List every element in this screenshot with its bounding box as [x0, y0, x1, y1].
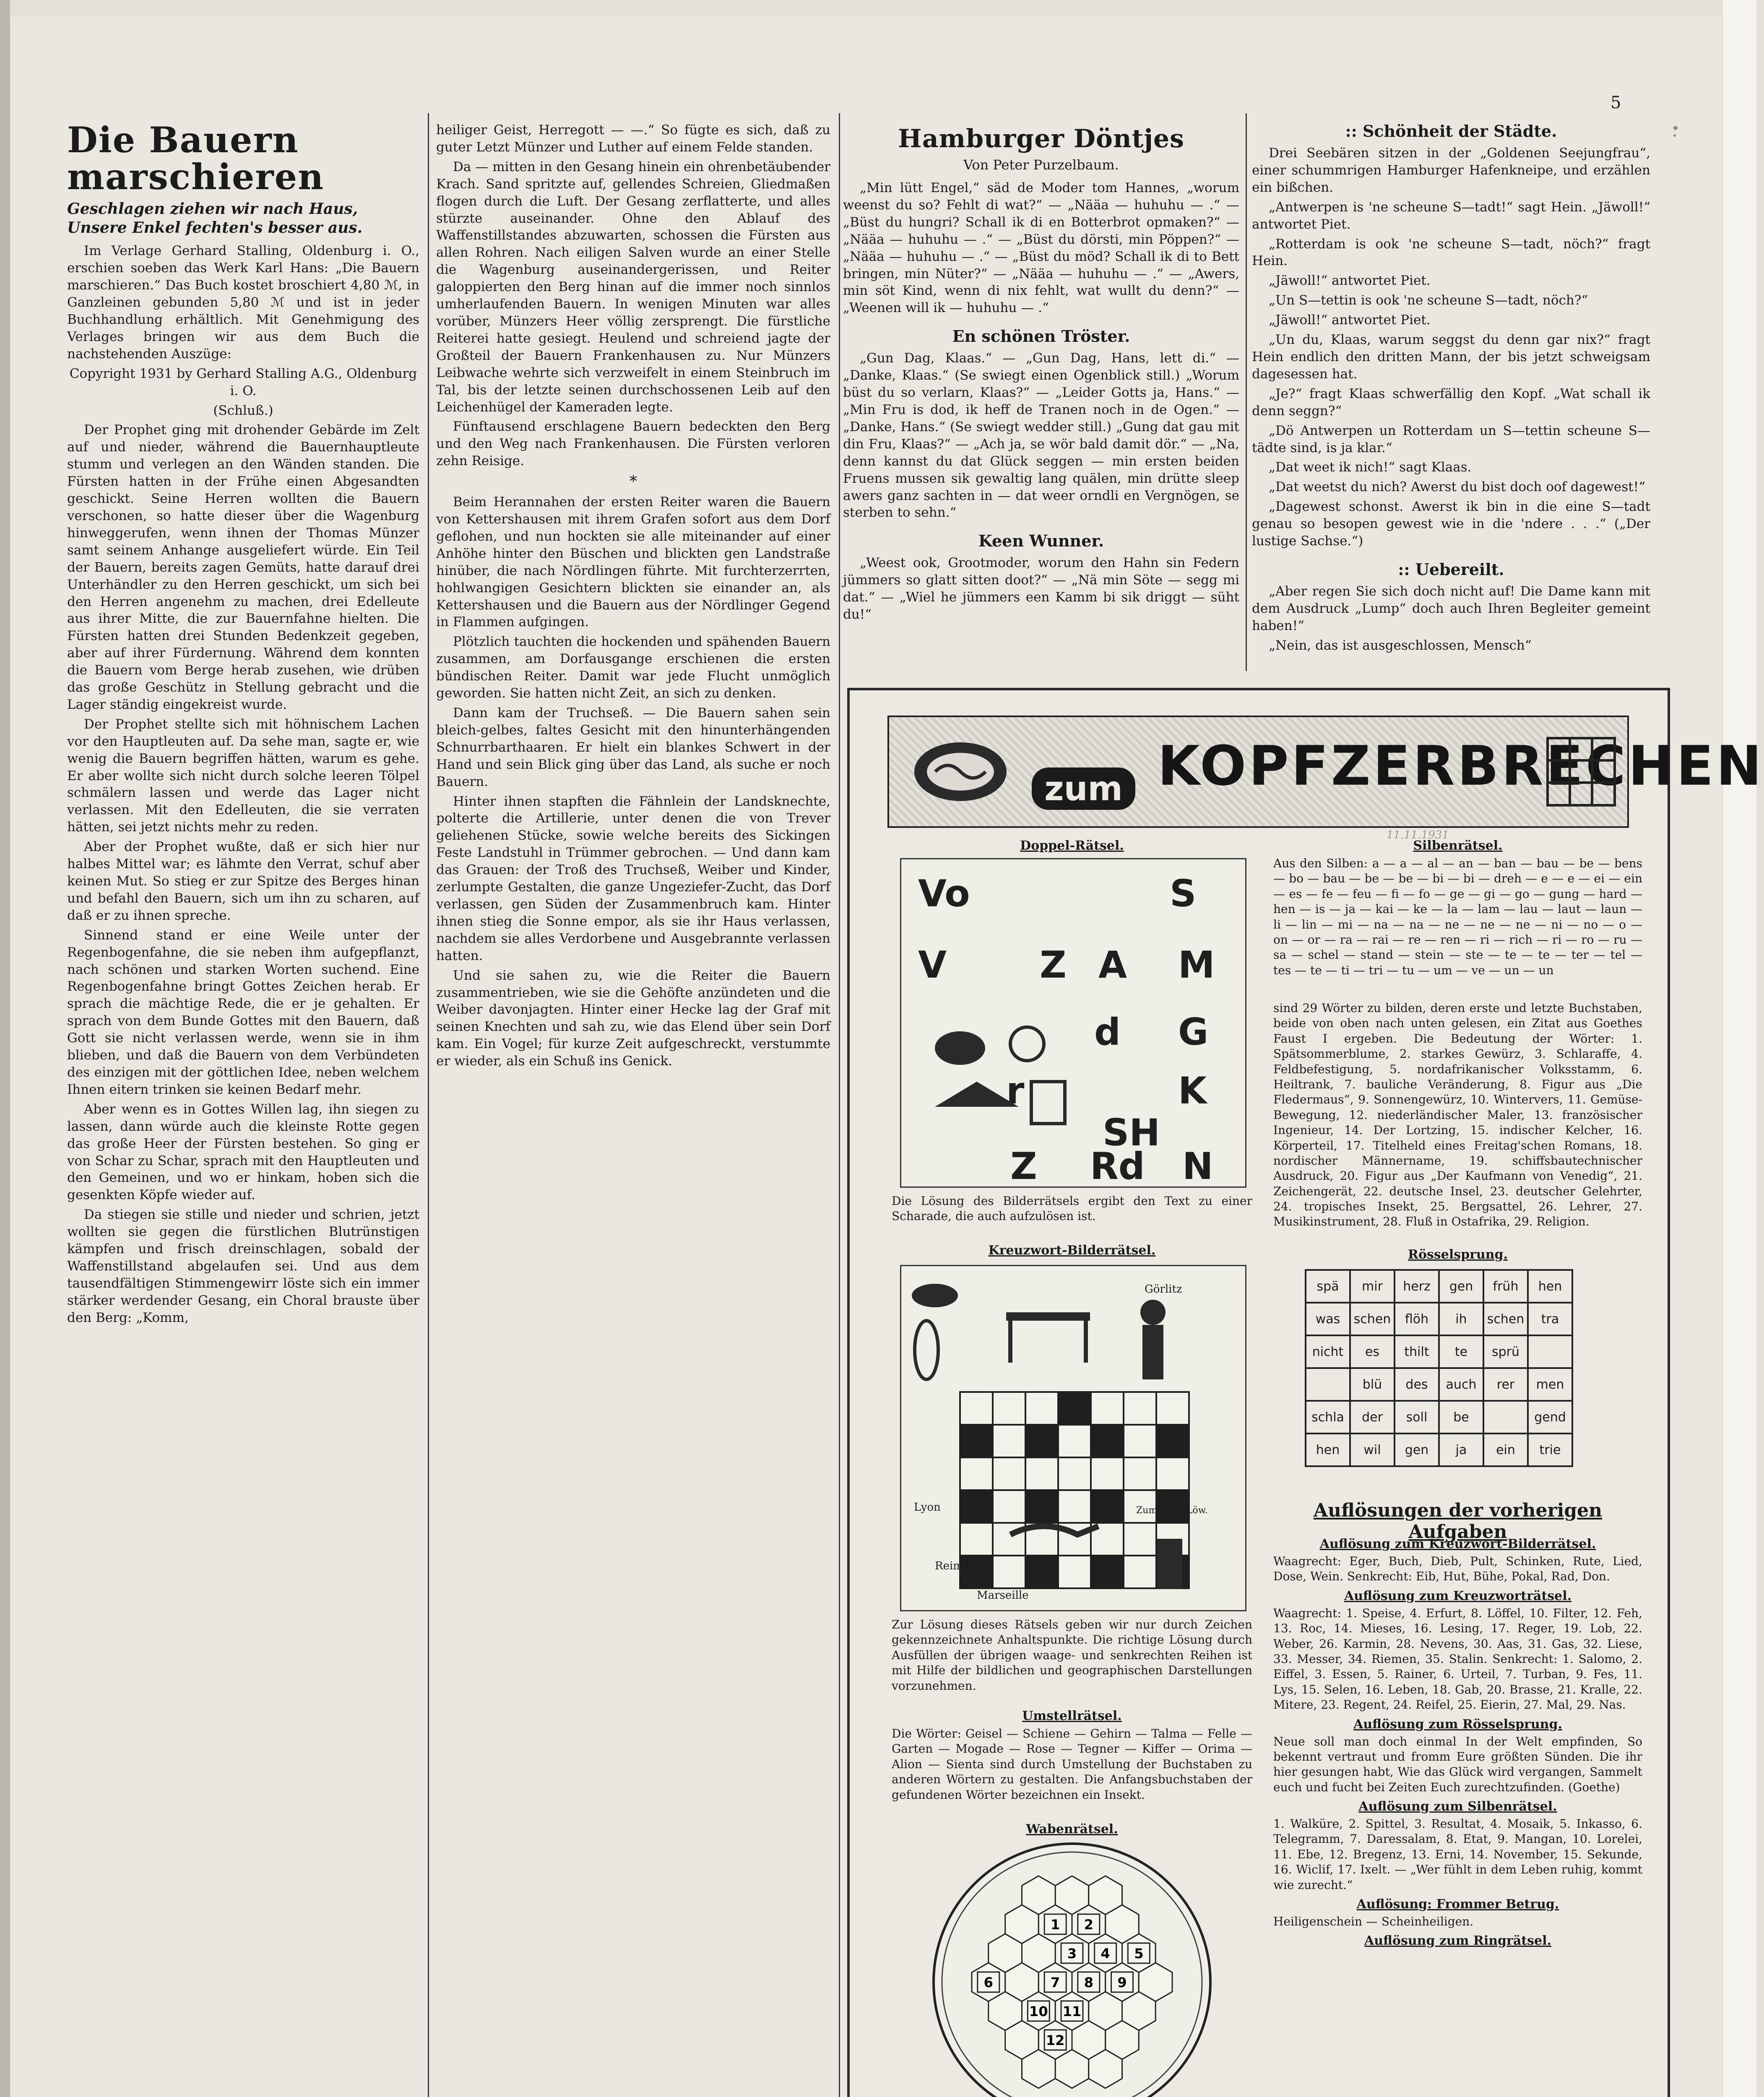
article-paragraph: Da — mitten in den Gesang hinein ein ohrenbetäubender Krach. Sand spritzte auf, gellendes Schreien, Gliedmaßen flogen durch die Luft. Der Gesang zerflatterte, und alles stürzte auseinander. Ohne den Ablauf des Waffenstillstandes abzuwarten, schossen die Fürsten aus allen Rohren. Nach eiligen Salven wurde an einer Stelle die Wagenburg auseinandergerissen, und Reiter galoppierten den Berg hinan auf die immer noch sinnlos umherlaufenden Bauern. In wenigen Minuten war alles vorüber, Münzers Heer völlig zersprengt. Die fürstliche Reiterei hatte gesiegt. Heulend und schreiend jagte der Großteil der Bauern Frankenhausen zu. Nur Münzers Leibwache wehrte sich verzweifelt in einem Steinbruch im Tal, bis der letzte seinen durchschossenen Leib auf den Leichenhügel der Kameraden legte. [436, 159, 830, 415]
anecdote-paragraph: Drei Seebären sitzen in der „Goldenen Seejungfrau“, einer schummrigen Hamburger Hafenkneipe, und erzählen ein bißchen. [1252, 146, 1650, 195]
crossword-cell [1124, 1556, 1156, 1588]
crossword-cell [1091, 1457, 1124, 1490]
roessel-cell: thilt [1395, 1335, 1439, 1368]
crossword-cell [1058, 1457, 1091, 1490]
rebus-glyph: Z [1040, 943, 1067, 986]
rebus-drawings-icon [926, 1010, 1077, 1136]
solution-heading: Auflösung zum Rösselsprung. [1353, 1717, 1562, 1732]
article-paragraph: Der Prophet ging mit drohender Gebärde im Zelt auf und nieder, während die Bauernhauptleute stumm und verlegen an den Wänden standen. Die Fürsten hatten in der Frühe einen Abgesandten geschickt. Seine Herren wollten die Bauern verschonen, so hatte dieser über die Wagenburg hinweggerufen, wenn ihnen der Thomas Münzer samt seinem Anhange ausgeliefert würde. Ein Teil der Bauern, bereits zagen Gemüts, hatte darauf drei Unterhändler zu den Herren geschickt, um sich bei den Herren angenehm zu machen, drei Edelleute aus ihrer Mitte, die zur Bauernfahne hielten. Die Fürsten hatten drei Stunden Bedenkzeit gegeben, aber auf ihrer Fürdernung. Während dem konnten die Bauern vom Berge herab zusehen, wie drüben das große Geschütz in Stellung gebracht und die Lager ständig eingekreist wurde. [67, 422, 419, 712]
crossword-cell [1091, 1392, 1124, 1425]
crossword-cell [1091, 1556, 1124, 1588]
anecdote-paragraph: „Rotterdam is ook 'ne scheune S—tadt, nöch?“ fragt Hein. [1252, 236, 1650, 269]
anecdote-paragraph: „Jäwoll!“ antwortet Piet. [1269, 312, 1431, 328]
page-edge [1723, 0, 1756, 2097]
crossword-cell [993, 1490, 1025, 1523]
article-paragraph: Beim Herannahen der ersten Reiter waren die Bauern von Kettershausen mit ihrem Grafen sofort aus dem Dorf geflohen, und nun hockten sie alle miteinander auf einer Anhöhe hinter den Büschen und blickten gen Landstraße hinüber, die nach Nördlingen führte. Mit furchterzerrten, hohlwangigen Gesichtern blickten sie einander an, als Kettershausen und die Bauern aus der Nördlinger Gegend in Flammen aufgingen. [436, 494, 830, 630]
banner-zum: zum [1032, 768, 1135, 810]
solution-text: Waagrecht: Eger, Buch, Dieb, Pult, Schinken, Rute, Lied, Dose, Wein. Senkrecht: Eib, Hut, Bühe, Pokal, Rad, Don. [1273, 1554, 1642, 1584]
doentjes-title: Hamburger Döntjes [898, 124, 1184, 154]
roessel-cell: schen [1483, 1303, 1528, 1335]
roessel-cell: nicht [1306, 1335, 1350, 1368]
roessel-row [1306, 1434, 1572, 1466]
roessel-cell: auch [1439, 1368, 1483, 1401]
roessel-title: Rösselsprung. [1408, 1247, 1508, 1262]
crossword-cell [1058, 1392, 1091, 1425]
crossword-cell [993, 1556, 1025, 1588]
doentjes-paragraph: „Weest ook, Grootmoder, worum den Hahn sin Federn jümmers so glatt sitten doot?“ — „Nä min Söte — segg mi dat.“ — „Wiel he jümmers een Kamm bi sik driggt — süht du!“ [843, 555, 1239, 622]
brain-figure-icon [902, 730, 1019, 814]
article-intro: Im Verlage Gerhard Stalling, Oldenburg i. O., erschien soeben das Werk Karl Hans: „Die Bauern marschieren.“ Das Buch kostet broschiert 4,80 ℳ, in Ganzleinen gebunden 5,80 ℳ und ist in jeder Buchhandlung erhältlich. Mit Genehmigung des Verlages bringen wir aus dem Buch die nachstehenden Auszüge: [67, 243, 419, 362]
solution-heading: Auflösung zum Kreuzworträtsel. [1344, 1588, 1572, 1603]
anecdote-heading: :: Schönheit der Städte. [1345, 122, 1557, 140]
crossword-cell [993, 1425, 1025, 1457]
grid-ornament-icon [1543, 734, 1619, 809]
anecdote-paragraph: „Dat weet ik nich!“ sagt Klaas. [1269, 460, 1472, 475]
honeycomb-number: 4 [1101, 1946, 1110, 1962]
anecdote-paragraph: „Aber regen Sie sich doch nicht auf! Die Dame kann mit dem Ausdruck „Lump“ doch auch Ihren Begleiter gemeint haben!“ [1252, 583, 1650, 633]
binding-shadow [0, 0, 10, 2097]
solution-text: Heiligenschein — Scheinheiligen. [1273, 1915, 1474, 1929]
article-paragraph: Da stiegen sie stille und nieder und schrien, jetzt wollten sie gegen die fürstlichen Blutrünstigen kämpfen und frisch dreinschlagen, sobald der Waffenstillstand abgelaufen sei. Und aus dem tausendfältigen Stimmengewirr löste sich ein immer stärker werdender Gesang, ein Choral brauste über den Berg: „Komm, [67, 1207, 419, 1325]
honeycomb-number: 6 [983, 1975, 993, 1990]
roessel-cell: tra [1528, 1303, 1572, 1335]
roessel-cell [1483, 1401, 1528, 1434]
roessel-cell: be [1439, 1401, 1483, 1434]
silben-syllables: Aus den Silben: a — a — al — an — ban — bau — be — bens — bo — bau — be — be — bi — bi — dreh — e — e — ei — ein — es — fe — feu — fi — fo — ge — gi — go — gung — hard — hen — is — ja — kai — ke — la — lam — lau — laut — laun — li — lin — mi — na — na — ne — ne — ne — ni — no — o — on — or — ra — rai — re — ren — ri — rich — ri — ro — ru — sa — schel — stand — stein — ste — te — te — ter — tel — tes — te — ti — tri — tu — um — ve — un — un [1273, 856, 1642, 977]
map-label: Görlitz [1145, 1283, 1182, 1296]
anecdotes-column [1252, 122, 1650, 675]
rebus-glyph: V [918, 943, 947, 986]
doentjes-heading: Keen Wunner. [978, 531, 1104, 551]
roessel-cell: ja [1439, 1434, 1483, 1466]
article-paragraph: Sinnend stand er eine Weile unter der Regenbogenfahne, die sie neben ihm aufgepflanzt, nach schönen und starken Worten suchend. Eine Regenbogenfahne bringt Gottes Zeichen herab. Er sprach die mächtige Rede, die er je gehalten. Er sprach von dem Bunde Gottes mit den Bauern, daß Gott sie nicht verlassen werde, wenn sie in ihm blieben, und daß die Bauern von dem Verbündeten des einzigen mit der göttlichen Idee, neben welchem Ihnen eitern trinken sie keinen Bedarf mehr. [67, 927, 419, 1097]
roessel-cell [1306, 1368, 1350, 1401]
mouse-icon [912, 1284, 958, 1307]
roessel-row [1306, 1401, 1572, 1434]
solution-heading: Auflösung zum Ringrätsel. [1364, 1933, 1551, 1949]
solution-text: 1. Walküre, 2. Spittel, 3. Resultat, 4. Mosaik, 5. Inkasso, 6. Telegramm, 7. Daressalam, 8. Etat, 9. Mangan, 10. Lorelei, 11. Ebe, 12. Bregenz, 13. Erni, 14. November, 15. Sekunde, 16. Wiclif, 17. Ixelt. — „Wer fühlt in dem Leben ruhig, kommt wie zurecht.“ [1273, 1817, 1642, 1892]
rebus-glyph: M [1178, 943, 1215, 986]
rebus-glyph: d [1094, 1010, 1121, 1054]
pencil-note: 11.11.1931 [1387, 829, 1449, 841]
crossword-cell [1091, 1425, 1124, 1457]
doentjes-paragraph: „Gun Dag, Klaas.“ — „Gun Dag, Hans, lett di.“ — „Danke, Klaas.“ (Se swiegt einen Ogenblick still.) „Worum büst du so verlarn, Klaas?“ — „Leider Gotts ja, Hans.“ — „Min Fru is dod, ik heff de Tranen noch in de Ogen.“ — „Danke, Hans.“ (Se swiegt wedder still.) „Gung dat gau mit din Fru, Klaas?“ — „Ach ja, se wör bald damit dör.“ — „Na, denn kannst du dat Glück seggen — min ersten beiden Fruens mussen sik gewaltig lang quälen, min drütte sleep awers ganz sachten in — dat weer orndli en Vergnögen, se sterben to sehn.“ [843, 351, 1239, 520]
roessel-cell: wil [1350, 1434, 1395, 1466]
crossword-cell [993, 1392, 1025, 1425]
roessel-row [1306, 1270, 1572, 1303]
rebus-glyph: S [1170, 872, 1197, 915]
crossword-cell [1091, 1490, 1124, 1523]
roessel-cell: hen [1306, 1434, 1350, 1466]
crossword-cell [1124, 1425, 1156, 1457]
roessel-cell: was [1306, 1303, 1350, 1335]
roessel-cell: schla [1306, 1401, 1350, 1434]
man-head-icon [1140, 1300, 1166, 1325]
peanut-icon [915, 1321, 938, 1379]
article-title: Die Bauern marschieren [67, 119, 325, 198]
crossword-cell [960, 1490, 993, 1523]
honeycomb-number: 11 [1062, 2003, 1082, 2019]
rebus-glyph: Rd [1090, 1145, 1145, 1188]
article-paragraph: Dann kam der Truchseß. — Die Bauern sahen sein bleich-gelbes, faltes Gesicht mit den hinunterhängenden Schnurrbarthaaren. Er hielt ein blankes Schwert in der Hand und sein Blick ging über das Land, als suche er noch Bauern. [436, 705, 830, 789]
article-subtitle: Geschlagen ziehen wir nach Haus, Unsere Enkel fechten's besser aus. [67, 200, 363, 237]
article-paragraph: heiliger Geist, Herregott — —.“ So fügte es sich, daß zu guter Letzt Münzer und Luther auf einem Felde standen. [436, 122, 830, 155]
roessel-cell: soll [1395, 1401, 1439, 1434]
rebus-glyph: K [1178, 1069, 1207, 1112]
solution-text: Neue soll man doch einmal In der Welt empfinden, So bekennt vertraut und fromm Eure größten Sünden. Die ihr hier gesungen habt, Wie das Glück wird vergangen, Sammelt euch und fucht bei Zeiten Euch zurechtzufinden. (Goethe) [1273, 1734, 1642, 1794]
waben-title: Wabenrätsel. [1026, 1822, 1118, 1837]
crossword-cell [1058, 1490, 1091, 1523]
article-paragraph: Fünftausend erschlagene Bauern bedeckten den Berg und den Weg nach Frankenhausen. Die Fürsten verloren zehn Reisige. [436, 419, 830, 469]
crossword-cell [993, 1457, 1025, 1490]
doentjes-heading: En schönen Tröster. [952, 327, 1130, 346]
anecdote-paragraph: „Dagewest schonst. Awerst ik bin in die eine S—tadt genau so besopen gewest wie in die 'ndere . . .“ („Der lustige Sachse.“) [1252, 499, 1650, 549]
roessel-cell [1528, 1335, 1572, 1368]
crossword-cell [1025, 1556, 1058, 1588]
rebus-glyph: A [1098, 943, 1127, 986]
roessel-cell: herz [1395, 1270, 1439, 1303]
honeycomb-number: 3 [1067, 1946, 1077, 1962]
rebus-glyph: Z [1010, 1145, 1037, 1188]
copyright-line: Copyright 1931 by Gerhard Stalling A.G., Oldenburg i. O. [69, 366, 417, 398]
roessel-cell: früh [1483, 1270, 1528, 1303]
honeycomb-number: 9 [1117, 1975, 1127, 1990]
roessel-cell: gen [1395, 1434, 1439, 1466]
crossword-cell [1124, 1523, 1156, 1556]
article-paragraph: Der Prophet stellte sich mit höhnischem Lachen vor den Hauptleuten auf. Da sehe man, sagte er, wie wenig die Bauern begriffen hätten, warum es gehe. Er aber wollte sich nicht durch solche leeren Tölpel schmälern lassen und werde das Lager nicht verlassen. Mit den Edelleuten, die sie verraten hätten, sei jetzt nichts mehr zu reden. [67, 716, 419, 835]
crossword-cell [1124, 1457, 1156, 1490]
column-rule-2 [839, 113, 840, 2097]
crossword-cell [1156, 1392, 1189, 1425]
doppel-caption: Die Lösung des Bilderrätsels ergibt den Text zu einer Scharade, die auch aufzulösen ist. [892, 1194, 1252, 1223]
crossword-picture [900, 1265, 1246, 1611]
silben-title: Silbenrätsel. [1413, 838, 1503, 853]
roessel-grid [1305, 1269, 1573, 1467]
schluss-note: (Schluß.) [213, 403, 273, 418]
article-paragraph: Aber der Prophet wußte, daß er sich hier nur halbes Mittel war; es lähmte den Verrat, schuf aber keinen Mut. So stieg er zur Spitze des Berges hinan und befahl den Bauern, sich um ihn zu scharen, auf daß er zu ihnen spreche. [67, 839, 419, 923]
puzzle-banner [887, 715, 1764, 828]
crossword-cell [960, 1457, 993, 1490]
article-paragraph: Aber wenn es in Gottes Willen lag, ihn siegen zu lassen, dann würde auch die kleinste Rotte gegen das große Heer der Fürsten bestehen. So ging er von Schar zu Schar, sprach mit den Hauptleuten und den Gemeinen, und wo er hinkam, hoben sich die gesenkten Köpfe wieder auf. [67, 1101, 419, 1203]
honeycomb-number: 5 [1134, 1946, 1144, 1962]
roessel-cell: der [1350, 1401, 1395, 1434]
umstell-text: Die Wörter: Geisel — Schiene — Gehirn — Talma — Felle — Garten — Mogade — Rose — Tegner — Kiffer — Orima — Alion — Sienta sind durch Umstellung der Buchstaben zu anderen Wörtern zu gestalten. Die Anfangsbuchstaben der gefundenen Wörter bezeichnen ein Insekt. [892, 1727, 1252, 1802]
article-column-2 [436, 122, 830, 2097]
crossword-cell [1058, 1556, 1091, 1588]
article-column-1 [67, 119, 419, 2097]
anecdote-paragraph: „Je?“ fragt Klaas schwerfällig den Kopf. „Wat schall ik denn seggn?“ [1252, 386, 1650, 419]
rebus-glyph: r [1006, 1069, 1025, 1112]
doentjes-column [843, 122, 1239, 675]
honeycomb-wheel [929, 1839, 1215, 2097]
roessel-cell: trie [1528, 1434, 1572, 1466]
roessel-cell: es [1350, 1335, 1395, 1368]
roessel-cell: flöh [1395, 1303, 1439, 1335]
anecdote-paragraph: „Jäwoll!“ antwortet Piet. [1269, 273, 1431, 289]
solution-text: Waagrecht: 1. Speise, 4. Erfurt, 8. Löffel, 10. Filter, 12. Feh, 13. Roc, 14. Mieses, 16. Lesing, 17. Reger, 19. Lob, 22. Weber, 26. Karmin, 28. Nevens, 30. Aas, 31. Gas, 32. Liese, 33. Messer, 34. Riemen, 35. Stalin. Senkrecht: 1. Salomo, 2. Eiffel, 3. Essen, 5. Rainer, 6. Urteil, 7. Turban, 9. Fes, 11. Lys, 15. Selen, 16. Leben, 18. Gab, 20. Brasse, 21. Kralle, 22. Mitere, 23. Regent, 24. Reifel, 25. Eierin, 27. Mal, 29. Nas. [1273, 1606, 1642, 1712]
crossword-cell [1124, 1392, 1156, 1425]
section-star: * [630, 473, 637, 491]
map-label: Lyon [914, 1501, 941, 1514]
column-rule-3 [1246, 113, 1247, 671]
column-rule-1 [428, 113, 429, 2097]
anecdote-heading: :: Uebereilt. [1398, 559, 1504, 579]
crossword-cell [1025, 1490, 1058, 1523]
crossword-cell [1025, 1457, 1058, 1490]
roessel-cell: gen [1439, 1270, 1483, 1303]
crossword-cell [1058, 1425, 1091, 1457]
honeycomb-number: 7 [1051, 1975, 1060, 1990]
anecdote-paragraph: „Dat weetst du nich? Awerst du bist doch oof dagewest!“ [1269, 479, 1645, 495]
honeycomb-number: 12 [1046, 2032, 1065, 2048]
puzzle-box [847, 688, 1764, 2097]
roessel-cell: spä [1306, 1270, 1350, 1303]
roessel-cell: schen [1350, 1303, 1395, 1335]
rebus-glyph: SH [1103, 1111, 1160, 1154]
anecdote-paragraph: „Un S—tettin is ook 'ne scheune S—tadt, nöch?“ [1269, 293, 1588, 308]
page-number: 5 [1610, 93, 1621, 112]
roessel-cell: ein [1483, 1434, 1528, 1466]
roessel-cell: te [1439, 1335, 1483, 1368]
roessel-cell: rer [1483, 1368, 1528, 1401]
rebus-glyph: Vo [918, 872, 970, 915]
umstell-title: Umstellrätsel. [1022, 1709, 1122, 1723]
roessel-row [1306, 1368, 1572, 1401]
table-legs-icon [1010, 1321, 1086, 1363]
roessel-cell: sprü [1483, 1335, 1528, 1368]
roessel-cell: blü [1350, 1368, 1395, 1401]
crossword-cell [1156, 1425, 1189, 1457]
scan-speck [1673, 134, 1676, 137]
map-label: Reims [935, 1560, 969, 1572]
crossword-cell [960, 1392, 993, 1425]
crossword-cell [1025, 1392, 1058, 1425]
article-paragraph: Und sie sahen zu, wie die Reiter die Bauern zusammentrieben, wie sie die Gehöfte anzündeten und die Weiber davonjagten. Hinter einer Hecke lag der Graf mit seinen Knechten und sah zu, wie das Elend über sein Dorf kam. Ein Vogel; für kurze Zeit aufgeschreckt, verstummte er wieder, als ein Schuß ins Genick. [436, 968, 830, 1069]
anecdote-paragraph: „Antwerpen is 'ne scheune S—tadt!“ sagt Hein. „Jäwoll!“ antwortet Piet. [1252, 199, 1650, 232]
anecdote-paragraph: „Nein, das ist ausgeschlossen, Mensch“ [1269, 637, 1532, 653]
crossword-cell [1156, 1457, 1189, 1490]
banner-title: KOPFZERBRECHEN [1158, 734, 1764, 798]
kreuzwort-title: Kreuzwort-Bilderrätsel. [988, 1243, 1156, 1258]
roessel-cell: hen [1528, 1270, 1572, 1303]
honeycomb-number: 10 [1029, 2003, 1048, 2019]
crossword-cell [1025, 1425, 1058, 1457]
honeycomb-number: 1 [1051, 1917, 1060, 1933]
scan-speck [1673, 126, 1678, 130]
picture-rebus [900, 858, 1246, 1188]
article-paragraph: Hinter ihnen stapften die Fähnlein der Landsknechte, polterte die Artillerie, unter denen die von Trever geliehenen Stücke, sowie welche bereits des Sickingen Feste Landstuhl in Trümmer gebrochen. — Und dann kam das Grauen: der Troß des Truchseß, Weiber und Kinder, zerlumpte Gestalten, die ganze Ungeziefer-Zucht, das Dorf verlassen, gen Süden der Zusammenbruch kam. Hinter ihnen stieg die Sonne empor, als sie ihr Haus verlassen, nachdem sie alles Verdorbene und Ausgebrannte verlassen hatten. [436, 794, 830, 963]
kreuzwort-caption: Zur Lösung dieses Rätsels geben wir nur durch Zeichen gekennzeichnete Anhaltspunkte. Die richtige Lösung durch Ausfüllen der übrigen waage- und senkrechten Reihen ist mit Hilfe der bildlichen und geographischen Darstellungen vorzunehmen. [892, 1618, 1252, 1693]
solution-heading: Auflösung zum Kreuzwort-Bilderrätsel. [1319, 1537, 1596, 1551]
honeycomb-number: 8 [1084, 1975, 1093, 1990]
rebus-glyph: G [1178, 1010, 1209, 1054]
solution-heading: Auflösung zum Silbenrätsel. [1358, 1799, 1557, 1814]
map-label: Marseille [977, 1589, 1029, 1602]
roessel-row [1306, 1303, 1572, 1335]
map-label: Zum gold. Löw. [1136, 1505, 1208, 1516]
solution-heading: Auflösung: Frommer Betrug. [1356, 1897, 1559, 1912]
doentjes-byline: Von Peter Purzelbaum. [963, 157, 1119, 173]
crossword-cell [960, 1523, 993, 1556]
roessel-row [1306, 1335, 1572, 1368]
roessel-cell: ih [1439, 1303, 1483, 1335]
honeycomb-number: 2 [1084, 1917, 1093, 1933]
roessel-cell: mir [1350, 1270, 1395, 1303]
loesungen-title: Auflösungen der vorherigen Aufgaben [1313, 1500, 1603, 1543]
solutions-list [1273, 1533, 1642, 1951]
crossword-cell [960, 1425, 993, 1457]
silben-text: sind 29 Wörter zu bilden, deren erste und letzte Buchstaben, beide von oben nach unten gelesen, ein Zitat aus Goethes Faust I ergeben. Die Bedeutung der Wörter: 1. Spätsommerblume, 2. starkes Gewürz, 3. Schlaraffe, 4. Feldbefestigung, 5. nordafrikanischer Volksstamm, 6. Heiltrank, 7. bauliche Veränderung, 8. Figur aus „Die Fledermaus“, 9. Sonnengewürz, 10. Wintervers, 11. Gemüse-Bewegung, 12. niederländischer Maler, 13. französischer Ingenieur, 14. Der Lortzing, 15. indischer Kelcher, 16. Körperteil, 17. Titelheld eines Freitag'schen Romans, 18. nordischer Männername, 19. schiffsbautechnischer Ausdruck, 20. Figur aus „Der Kaufmann von Venedig“, 21. Zeichengerät, 22. deutsche Insel, 23. deutscher Gelehrter, 24. tropisches Insekt, 25. Bergsattel, 26. Lehrer, 27. Musikinstrument, 28. Fluß in Ostafrika, 29. Religion. [1273, 1001, 1642, 1229]
article-paragraph: Plötzlich tauchten die hockenden und spähenden Bauern zusammen, am Dorfausgange erschienen die ersten bündischen Reiter. Damit war jede Flucht unmöglich geworden. Sie hatten nicht Zeit, an sich zu denken. [436, 634, 830, 701]
doentjes-paragraph: „Min lütt Engel,“ säd de Moder tom Hannes, „worum weenst du so? Fehlt di wat?“ — „Nääa — huhuhu — .“ — „Büst du hungri? Schall ik di en Botterbrot opmaken?“ — „Nääa — huhuhu — .“ — „Büst du dörsti, min Pöppen?“ — „Nääa — huhuhu — .“ — „Büst du möd? Schall ik di to Bett bringen, min Nüter?“ — „Nääa — huhuhu — .“ — „Awers, min söt Kind, wenn di nix fehlt, wat wullt du denn?“ — „Weenen will ik — huhuhu — .“ [843, 180, 1239, 316]
man-body-icon [1142, 1325, 1163, 1379]
rebus-glyph: N [1182, 1145, 1213, 1188]
roessel-cell: des [1395, 1368, 1439, 1401]
doppel-title: Doppel-Rätsel. [1020, 838, 1124, 853]
anecdote-paragraph: „Dö Antwerpen un Rotterdam un S—tettin scheune S—tädte sind, is ja klar.“ [1252, 423, 1650, 455]
crossword-grid [901, 1266, 1245, 1610]
roessel-cell: gend [1528, 1401, 1572, 1434]
innkeeper-icon [1157, 1539, 1182, 1589]
table-drawing-icon [1006, 1312, 1090, 1321]
roessel-cell: men [1528, 1368, 1572, 1401]
anecdote-paragraph: „Un du, Klaas, warum seggst du denn gar nix?“ fragt Hein endlich den dritten Mann, der bis jetzt schweigsam dagesessen hat. [1252, 332, 1650, 382]
